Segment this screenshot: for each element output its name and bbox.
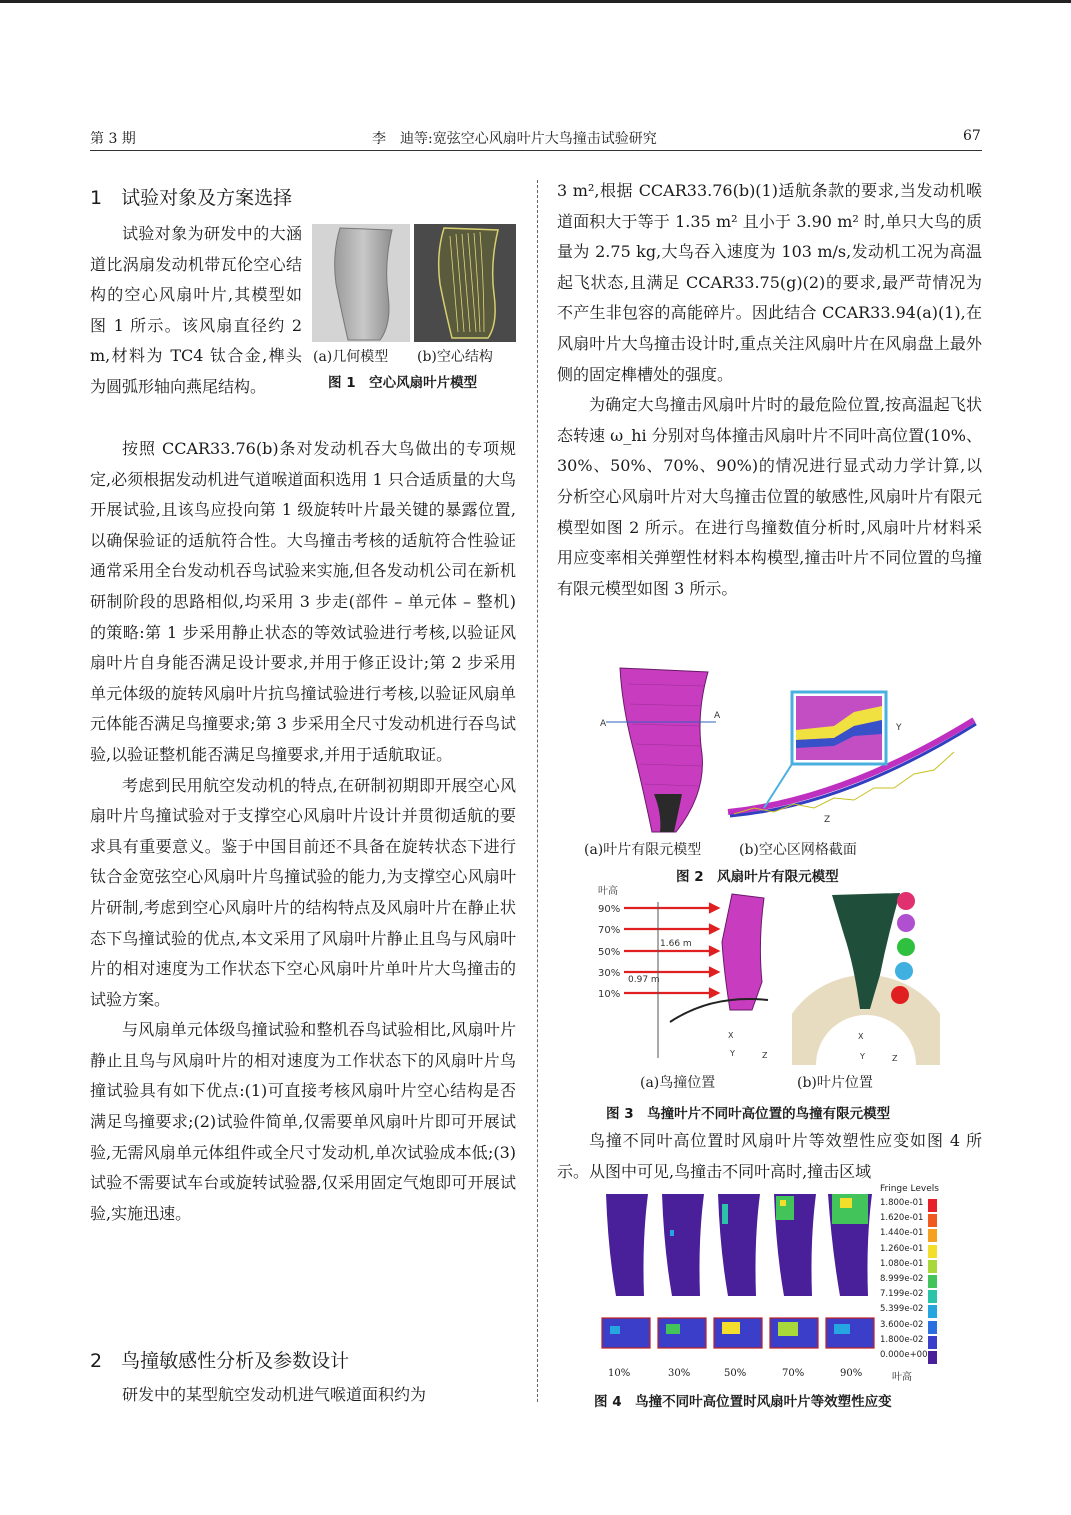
running-title: 李 迪等:宽弦空心风扇叶片大鸟撞击试验研究 [372,131,657,147]
fig1-caption-b: (b)空心结构 [417,349,493,365]
left-paragraphs [90,434,516,1229]
fig3-level-30: 30% [598,968,621,979]
fig4-legend-entry [880,1259,940,1273]
fig3a-axis-z: Z [762,1051,768,1060]
fig3-level-70: 70% [598,925,621,936]
section-2-heading: 2 鸟撞敏感性分析及参数设计 [90,1350,350,1372]
fig2-caption-b: (b)空心区网格截面 [739,842,857,858]
fig3b-axis-z: Z [892,1054,898,1063]
fig4-legend-entry [880,1320,940,1334]
section-1-heading: 1 试验对象及方案选择 [90,187,293,209]
right-paragraph-2: 为确定大鸟撞击风扇叶片时的最危险位置,按高温起飞状态转速 ω_hi 分别对鸟体撞击风扇叶片不同叶高位置(10%、30%、50%、70%、90%)的情况进行显式动力学计算,以分析空心风扇叶片对大鸟撞击位置的敏感性,风扇叶片有限元模型如图 2 所示。在进行鸟撞数值分析时,风扇叶片材料采用应变率相关弹塑性材料本构模型,撞击叶片不同位置的鸟撞有限元模型如图 3 所示。 [557,395,982,598]
fig4-legend-entry [880,1274,940,1288]
fig4-legend-title: Fringe Levels [880,1184,939,1194]
fig4-position-label: 10% [608,1368,631,1379]
fig4-legend-swatch [928,1290,937,1303]
fig4-legend-swatch [928,1336,937,1349]
fig3-title: 图 3 鸟撞叶片不同叶高位置的鸟撞有限元模型 [606,1106,891,1122]
fig4-legend-value: 8.999e-02 [880,1274,924,1284]
fig1-geometry-image [312,224,410,342]
fig2-label-a-right: A [714,711,721,721]
fig3-axis-label: 叶高 [598,886,618,897]
fig4-legend [880,1198,940,1366]
fig4-legend-entry [880,1244,940,1258]
right-paragraphs-top [557,176,982,604]
column-separator [537,180,538,1402]
fig3b-axis-y: Y [860,1052,865,1061]
fig4-axis-label: 叶高 [892,1372,912,1383]
fig4-legend-entry [880,1213,940,1227]
page-number: 67 [963,128,981,144]
issue-number: 第 3 期 [90,131,136,147]
fig4-legend-entry [880,1350,940,1364]
top-border [0,0,1071,3]
fig1-caption-a: (a)几何模型 [313,349,389,365]
fig4-legend-value: 1.080e-01 [880,1258,924,1269]
fig3-impact-positions [592,882,772,1064]
fig2-title: 图 2 风扇叶片有限元模型 [676,869,839,885]
left-paragraph-3: 考虑到民用航空发动机的特点,在研制初期即开展空心风扇叶片鸟撞试验对于支撑空心风扇叶片设计并贯彻适航的要求具有重要意义。鉴于中国目前还不具备在旋转状态下进行钛合金宽弦空心风扇叶片鸟撞试验的能力,为支撑空心风扇叶片研制,考虑到空心风扇叶片的结构特点及风扇叶片在静止状态下鸟撞试验的优点,本文采用了风扇叶片静止且鸟与风扇叶片的相对速度为工作状态下空心风扇叶片单叶片大鸟撞击的试验方案。 [90,775,516,1009]
left-paragraph-1: 试验对象为研发中的大涵道比涡扇发动机带瓦伦空心结构的空心风扇叶片,其模型如图 1 所示。该风扇直径约 2 m,材料为 TC4 钛合金,榫头为圆弧形轴向燕尾结构。 [90,224,302,396]
fig4-legend-value: 1.620e-01 [880,1213,924,1224]
fig2-hollow-mesh-section [724,690,984,824]
fig4-legend-entry [880,1335,940,1349]
fig2-axis-y: Y [896,723,902,733]
fig4-legend-value: 1.440e-01 [880,1228,924,1239]
fig4-title: 图 4 鸟撞不同叶高位置时风扇叶片等效塑性应变 [594,1394,892,1410]
fig4-legend-entry [880,1198,940,1212]
left-paragraph-4: 与风扇单元体级鸟撞试验和整机吞鸟试验相比,风扇叶片静止且鸟与风扇叶片的相对速度为工作状态下的风扇叶片鸟撞试验具有如下优点:(1)可直接考核风扇叶片空心结构是否满足鸟撞要求;(2)试验件简单,仅需要单风扇叶片即可开展试验,无需风扇单元体组件或全尺寸发动机,单次试验成本低;(3)试验不需要试车台或旋转试验器,仅采用固定气炮即可开展试验,实施迅速。 [90,1020,516,1223]
fig3-blade-positions [792,885,940,1065]
fig1-hollow-structure-image [414,224,516,342]
fig3-dim-2: 0.97 m [628,975,660,985]
fig4-legend-value: 0.000e+00 [880,1350,928,1360]
fig4-legend-value: 1.800e-02 [880,1334,924,1345]
fig2-blade-fe-model [598,664,722,834]
fig3-caption-b: (b)叶片位置 [797,1075,873,1091]
fig3-level-50: 50% [598,947,621,958]
fig1-title: 图 1 空心风扇叶片模型 [328,375,478,391]
left-paragraph-2: 按照 CCAR33.76(b)条对发动机吞大鸟做出的专项规定,必须根据发动机进气道喉道面积选用 1 只合适质量的大鸟开展试验,且该鸟应投向第 1 级旋转叶片最关键的暴露位置,以确保验证的适航符合性。大鸟撞击考核的适航符合性验证通常采用全台发动机吞鸟试验来实施,但各发动机公司在新机研制阶段的思路相似,均采用 3 步走(部件 – 单元体 – 整机)的策略:第 1 步采用静止状态的等效试验进行考核,以验证风扇叶片自身能否满足设计要求,并用于修正设计;第 2 步采用单元体级的旋转风扇叶片抗鸟撞试验进行考核,以验证风扇单元体能否满足鸟撞要求;第 3 步采用全尺寸发动机进行吞鸟试验,以验证整机能否满足鸟撞要求,并用于适航取证。 [90,439,516,764]
left-paragraph-5: 研发中的某型航空发动机进气喉道面积约为 [122,1385,427,1404]
fig4-position-label: 90% [840,1368,863,1379]
header-rule [90,150,982,151]
fig4-legend-value: 1.260e-01 [880,1243,924,1254]
fig3a-axis-y: Y [730,1049,735,1058]
fig4-legend-swatch [928,1245,937,1258]
fig3-caption-a: (a)鸟撞位置 [640,1075,716,1091]
fig4-legend-swatch [928,1199,937,1212]
fig4-position-labels [596,1368,926,1382]
fig2-caption-a: (a)叶片有限元模型 [584,842,702,858]
fig3a-axis-x: X [728,1031,734,1040]
right-paragraph-1: 3 m²,根据 CCAR33.76(b)(1)适航条款的要求,当发动机喉道面积大于等于 1.35 m² 且小于 3.90 m² 时,单只大鸟的质量为 2.75 kg,大鸟吞入速度为 103 m/s,发动机工况为高温起飞状态,且满足 CCAR33.75(g)(2)的要求,最严苛情况为不产生非包容的高能碎片。因此结合 CCAR33.94(a)(1),在风扇叶片大鸟撞击设计时,重点关注风扇叶片在风扇盘上最外侧的固定榫槽处的强度。 [557,181,982,384]
fig4-position-label: 30% [668,1368,691,1379]
fig3-level-90: 90% [598,904,621,915]
fig4-legend-entry [880,1228,940,1242]
fig3-level-10: 10% [598,989,621,1000]
fig4-legend-swatch [928,1214,937,1227]
fig3-dim-1: 1.66 m [660,939,692,949]
fig4-legend-swatch [928,1275,937,1288]
fig4-legend-value: 1.800e-01 [880,1198,924,1208]
fig4-position-label: 70% [782,1368,805,1379]
fig2-axis-z: Z [824,815,831,824]
fig4-legend-swatch [928,1321,937,1334]
fig4-legend-value: 7.199e-02 [880,1289,924,1300]
fig4-legend-swatch [928,1305,937,1318]
fig4-legend-swatch [928,1229,937,1242]
fig4-position-label: 50% [724,1368,747,1379]
fig2-label-a-left: A [600,719,607,729]
fig4-legend-swatch [928,1260,937,1273]
fig4-legend-entry [880,1289,940,1303]
fig4-legend-value: 5.399e-02 [880,1304,924,1315]
right-paragraph-3: 鸟撞不同叶高位置时风扇叶片等效塑性应变如图 4 所示。从图中可见,鸟撞击不同叶高时,撞击区域 [557,1131,982,1181]
fig3b-axis-x: X [858,1032,864,1041]
fig4-strain-contours [596,1190,876,1350]
fig4-legend-swatch [928,1351,937,1364]
fig4-legend-value: 3.600e-02 [880,1319,924,1330]
fig4-legend-entry [880,1304,940,1318]
